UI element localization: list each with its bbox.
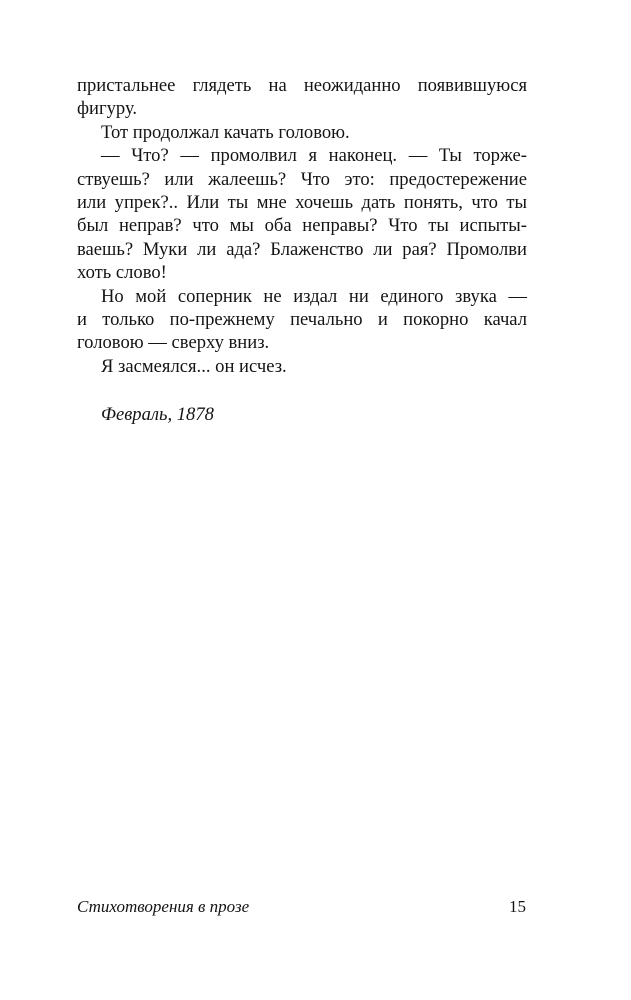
text-line: был неправ? что мы оба неправы? Что ты испыты-	[77, 215, 527, 237]
text-line: и только по-прежнему печально и покорно качал	[77, 308, 527, 330]
text-line: хоть слово!	[77, 262, 167, 284]
text-line: или упрек?.. Или ты мне хочешь дать понять, что ты	[77, 191, 527, 213]
running-footer-title: Стихотворения в прозе	[77, 897, 250, 916]
page-number: 15	[509, 897, 526, 916]
body-text	[77, 74, 527, 378]
text-line: ствуешь? или жалеешь? Что это: предостережение	[77, 168, 527, 190]
text-line: Но мой соперник не издал ни единого звука —	[101, 285, 527, 307]
text-line: Я засмеялся... он исчез.	[101, 355, 287, 377]
text-line: фигуру.	[77, 98, 138, 120]
text-line: — Что? — промолвил я наконец. — Ты торже-	[101, 145, 527, 167]
text-line: головою — сверху вниз.	[77, 332, 270, 354]
text-line: пристальнее глядеть на неожиданно появившуюся	[77, 75, 527, 96]
dateline: Февраль, 1878	[101, 404, 214, 425]
text-line: Тот продолжал качать головою.	[101, 121, 350, 143]
text-line: ваешь? Муки ли ада? Блаженство ли рая? Промолви	[77, 238, 527, 260]
